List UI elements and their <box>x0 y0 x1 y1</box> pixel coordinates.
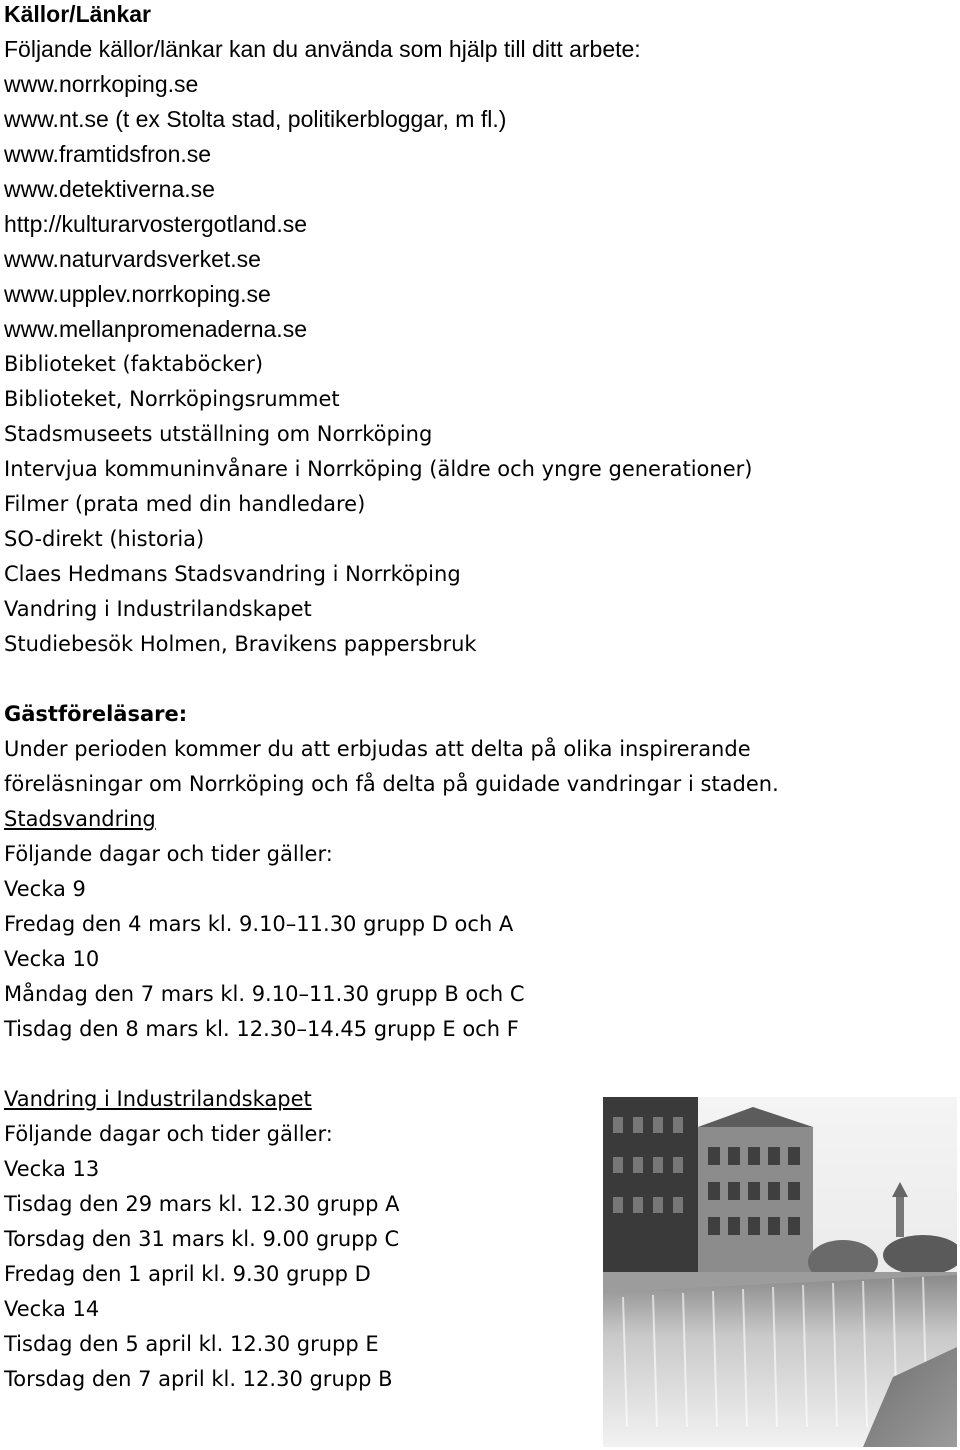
source-item: Vandring i Industrilandskapet <box>4 597 312 621</box>
industri-title: Vandring i Industrilandskapet <box>4 1087 312 1111</box>
sources-heading: Källor/Länkar <box>4 1 151 27</box>
link-norrkoping[interactable]: www.norrkoping.se <box>4 71 199 97</box>
source-item: Filmer (prata med din handledare) <box>4 492 366 516</box>
source-item: SO-direkt (historia) <box>4 527 205 551</box>
link-detektiverna[interactable]: www.detektiverna.se <box>4 176 215 202</box>
source-item: Intervjua kommuninvånare i Norrköping (äldre och yngre generationer) <box>4 457 753 481</box>
link-nt[interactable]: www.nt.se (t ex Stolta stad, politikerbloggar, m fl.) <box>4 106 507 132</box>
guests-intro-cont: föreläsningar om Norrköping och få delta på guidade vandringar i staden. <box>4 772 779 796</box>
guests-heading: Gästföreläsare: <box>4 702 188 726</box>
schedule-line: Tisdag den 29 mars kl. 12.30 grupp A <box>4 1192 400 1216</box>
guests-intro: Under perioden kommer du att erbjudas att delta på olika inspirerande <box>4 737 751 761</box>
source-item: Stadsmuseets utställning om Norrköping <box>4 422 433 446</box>
link-naturvardsverket[interactable]: www.naturvardsverket.se <box>4 246 261 272</box>
schedule-line: Fredag den 1 april kl. 9.30 grupp D <box>4 1262 371 1286</box>
link-kulturarv[interactable]: http://kulturarvostergotland.se <box>4 211 307 237</box>
schedule-line: Vecka 13 <box>4 1157 100 1181</box>
schedule-line: Måndag den 7 mars kl. 9.10–11.30 grupp B och C <box>4 982 525 1006</box>
schedule-line: Vecka 14 <box>4 1297 100 1321</box>
source-item: Claes Hedmans Stadsvandring i Norrköping <box>4 562 461 586</box>
industri-intro: Följande dagar och tider gäller: <box>4 1122 333 1146</box>
sources-intro: Följande källor/länkar kan du använda som hjälp till ditt arbete: <box>4 36 641 62</box>
schedule-line: Vecka 10 <box>4 947 100 971</box>
link-upplev[interactable]: www.upplev.norrkoping.se <box>4 281 271 307</box>
link-mellanpromenaderna[interactable]: www.mellanpromenaderna.se <box>4 316 307 342</box>
schedule-line: Fredag den 4 mars kl. 9.10–11.30 grupp D och A <box>4 912 514 936</box>
schedule-line: Vecka 9 <box>4 877 86 901</box>
link-framtidsfron[interactable]: www.framtidsfron.se <box>4 141 212 167</box>
schedule-line: Torsdag den 31 mars kl. 9.00 grupp C <box>4 1227 400 1251</box>
schedule-line: Tisdag den 5 april kl. 12.30 grupp E <box>4 1332 379 1356</box>
schedule-line: Tisdag den 8 mars kl. 12.30–14.45 grupp E och F <box>4 1017 519 1041</box>
stadsvandring-intro: Följande dagar och tider gäller: <box>4 842 333 866</box>
source-item: Studiebesök Holmen, Bravikens pappersbruk <box>4 632 477 656</box>
stadsvandring-title: Stadsvandring <box>4 807 156 831</box>
waterfall-photo <box>603 1097 957 1447</box>
source-item: Biblioteket, Norrköpingsrummet <box>4 387 340 411</box>
source-item: Biblioteket (faktaböcker) <box>4 352 264 376</box>
schedule-line: Torsdag den 7 april kl. 12.30 grupp B <box>4 1367 393 1391</box>
